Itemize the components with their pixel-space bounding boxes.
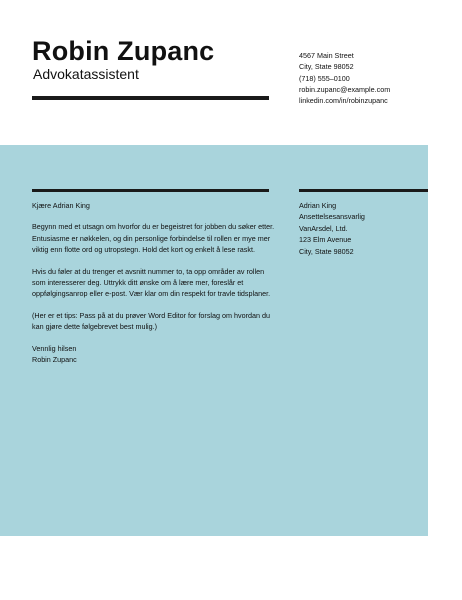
recipient-block (299, 200, 365, 257)
sender-contact-block (299, 50, 390, 106)
sender-street: 4567 Main Street (299, 51, 354, 60)
sender-city-state: City, State 98052 (299, 62, 354, 72)
recipient-company: VanArsdel, Ltd. (299, 223, 348, 233)
header-divider (32, 96, 269, 100)
recipient-divider (299, 189, 428, 192)
recipient-city-state: City, State 98052 (299, 246, 354, 256)
letter-greeting: Kjære Adrian King (32, 201, 90, 210)
letter-body-divider (32, 189, 269, 192)
letter-closing: Vennlig hilsen (32, 343, 77, 353)
letter-body (32, 200, 276, 365)
sender-phone: (718) 555–0100 (299, 73, 350, 83)
sender-name: Robin Zupanc (32, 36, 215, 66)
recipient-name: Adrian King (299, 201, 337, 210)
recipient-title: Ansettelsesansvarlig (299, 212, 365, 222)
sender-job-title: Advokatassistent (33, 66, 139, 82)
letter-paragraph-2: Hvis du føler at du trenger et avsnitt nummer to, ta opp områder av rollen som interesserer deg. Uttrykk ditt ønske om å lære mer, foreslår et oppfølgingsanrop eller e-post. Vær klar om din respekt for travle tidsplaner. (32, 266, 271, 299)
sender-email: robin.zupanc@example.com (299, 84, 391, 94)
letter-signature: Robin Zupanc (32, 355, 77, 365)
letter-paragraph-1: Begynn med et utsagn om hvorfor du er begeistret for jobben du søker etter. Entusiasme er nøkkelen, og din personlige forbindelse til rollen er mye mer viktig enn flotte ord og utropstegn. Hold det kort og enkelt å lese raskt. (32, 222, 275, 255)
recipient-street: 123 Elm Avenue (299, 235, 352, 245)
sender-linkedin: linkedin.com/in/robinzupanc (299, 96, 388, 106)
letter-paragraph-3: (Her er et tips: Pass på at du prøver Word Editor for forslag om hvordan du kan gjøre dette følgebrevet best mulig.) (32, 310, 270, 332)
